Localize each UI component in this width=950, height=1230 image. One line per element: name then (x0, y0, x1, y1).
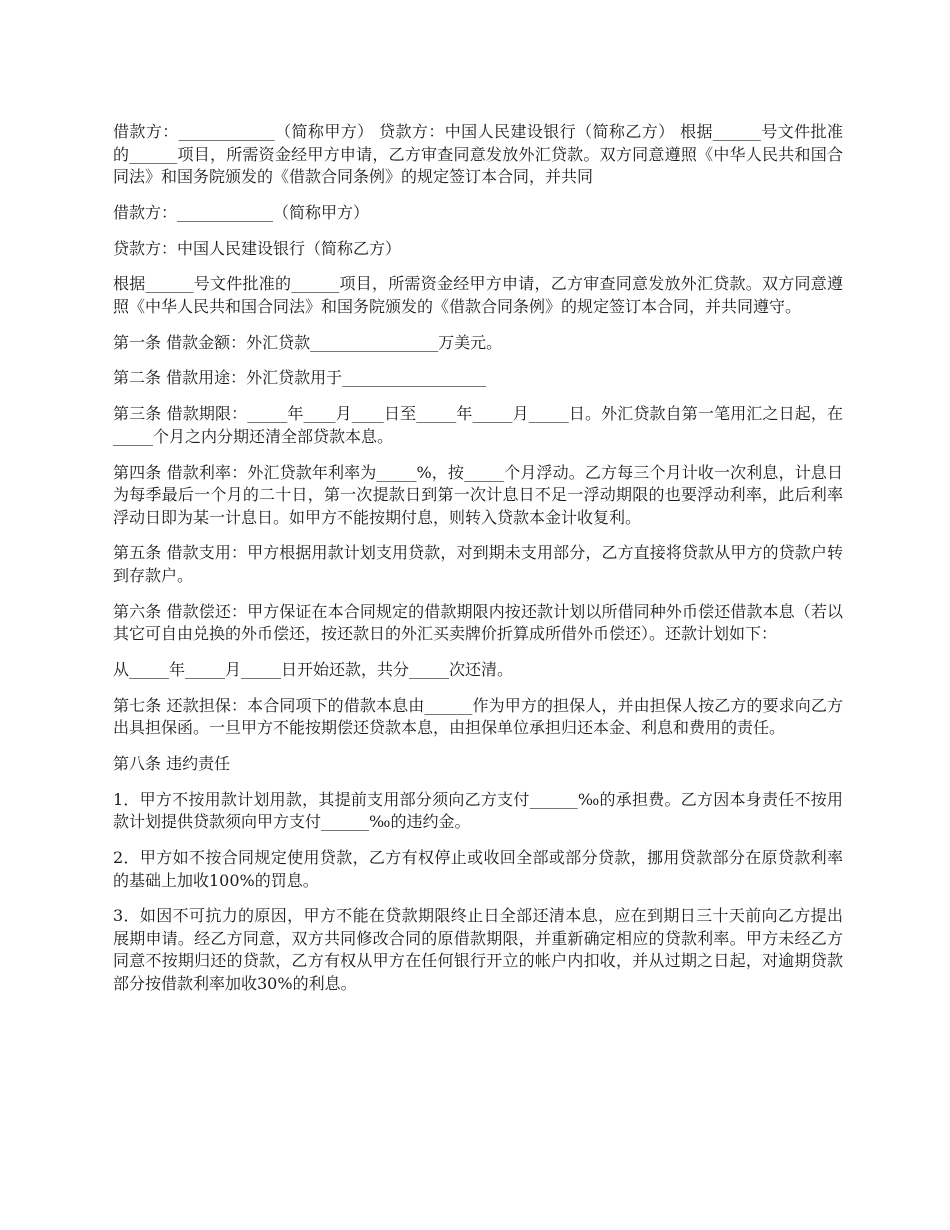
article-8-item-3: 3．如因不可抗力的原因，甲方不能在贷款期限终止日全部还清本息，应在到期日三十天前向乙方提出展期申请。经乙方同意，双方共同修改合同的原借款期限，并重新确定相应的贷款利率。甲方未经乙方同意不按期归还的贷款，乙方有权从甲方在任何银行开立的帐户内扣收，并从过期之日起，对逾期贷款部分按借款利率加收30%的利息。 (113, 906, 843, 993)
article-6-repayment: 第六条 借款偿还：甲方保证在本合同规定的借款期限内按还款计划以所借同种外币偿还借款本息（若以其它可自由兑换的外币偿还，按还款日的外汇买卖牌价折算成所借外币偿还）。还款计划如下： (113, 601, 843, 644)
article-3-loan-term: 第三条 借款期限：_____年____月____日至_____年_____月_____日。外汇贷款自第一笔用汇之日起，在_____个月之内分期还清全部贷款本息。 (113, 404, 843, 446)
article-7-guarantee: 第七条 还款担保：本合同项下的借款本息由______作为甲方的担保人，并由担保人按乙方的要求向乙方出具担保函。一旦甲方不能按期偿还贷款本息，由担保单位承担归还本金、利息和费用的责任。 (113, 695, 843, 738)
article-5-loan-use: 第五条 借款支用：甲方根据用款计划支用贷款，对到期未支用部分，乙方直接将贷款从甲方的贷款户转到存款户。 (113, 543, 843, 585)
document-body (113, 121, 843, 1009)
article-8-item-1: 1．甲方不按用款计划用款，其提前支用部分须向乙方支付______‰的承担费。乙方因本身责任不按用款计划提供贷款须向甲方支付______‰的违约金。 (113, 789, 843, 832)
article-8-heading: 第八条 违约责任 (113, 754, 231, 774)
paragraph-preamble: 借款方：____________（简称甲方） 贷款方：中国人民建设银行（简称乙方） 根据______号文件批准的______项目，所需资金经甲方申请，乙方审查同意发放外汇贷款。双方同意遵照《中华人民共和国合同法》和国务院颁发的《借款合同条例》的规定签订本合同，并共同 (113, 122, 843, 186)
paragraph-lender: 贷款方：中国人民建设银行（简称乙方） (113, 238, 402, 258)
article-2-loan-purpose: 第二条 借款用途：外汇贷款用于__________________ (113, 368, 487, 388)
article-1-loan-amount: 第一条 借款金额：外汇贷款________________万美元。 (113, 332, 503, 352)
paragraph-basis: 根据______号文件批准的______项目，所需资金经甲方申请，乙方审查同意发放外汇贷款。双方同意遵照《中华人民共和国合同法》和国务院颁发的《借款合同条例》的规定签订本合同，并共同遵守。 (113, 274, 843, 316)
paragraph-borrower: 借款方：____________（简称甲方） (113, 202, 370, 222)
repayment-schedule: 从_____年_____月_____日开始还款，共分_____次还清。 (113, 659, 514, 679)
article-4-interest-rate: 第四条 借款利率：外汇贷款年利率为_____%，按_____个月浮动。乙方每三个月计收一次利息，计息日为每季最后一个月的二十日，第一次提款日到第一次计息日不足一浮动期限的也要浮动利率，此后利率浮动日即为某一计息日。如甲方不能按期付息，则转入贷款本金计收复利。 (113, 462, 843, 527)
article-8-item-2: 2．甲方如不按合同规定使用贷款，乙方有权停止或收回全部或部分贷款，挪用贷款部分在原贷款利率的基础上加收100%的罚息。 (113, 848, 843, 890)
